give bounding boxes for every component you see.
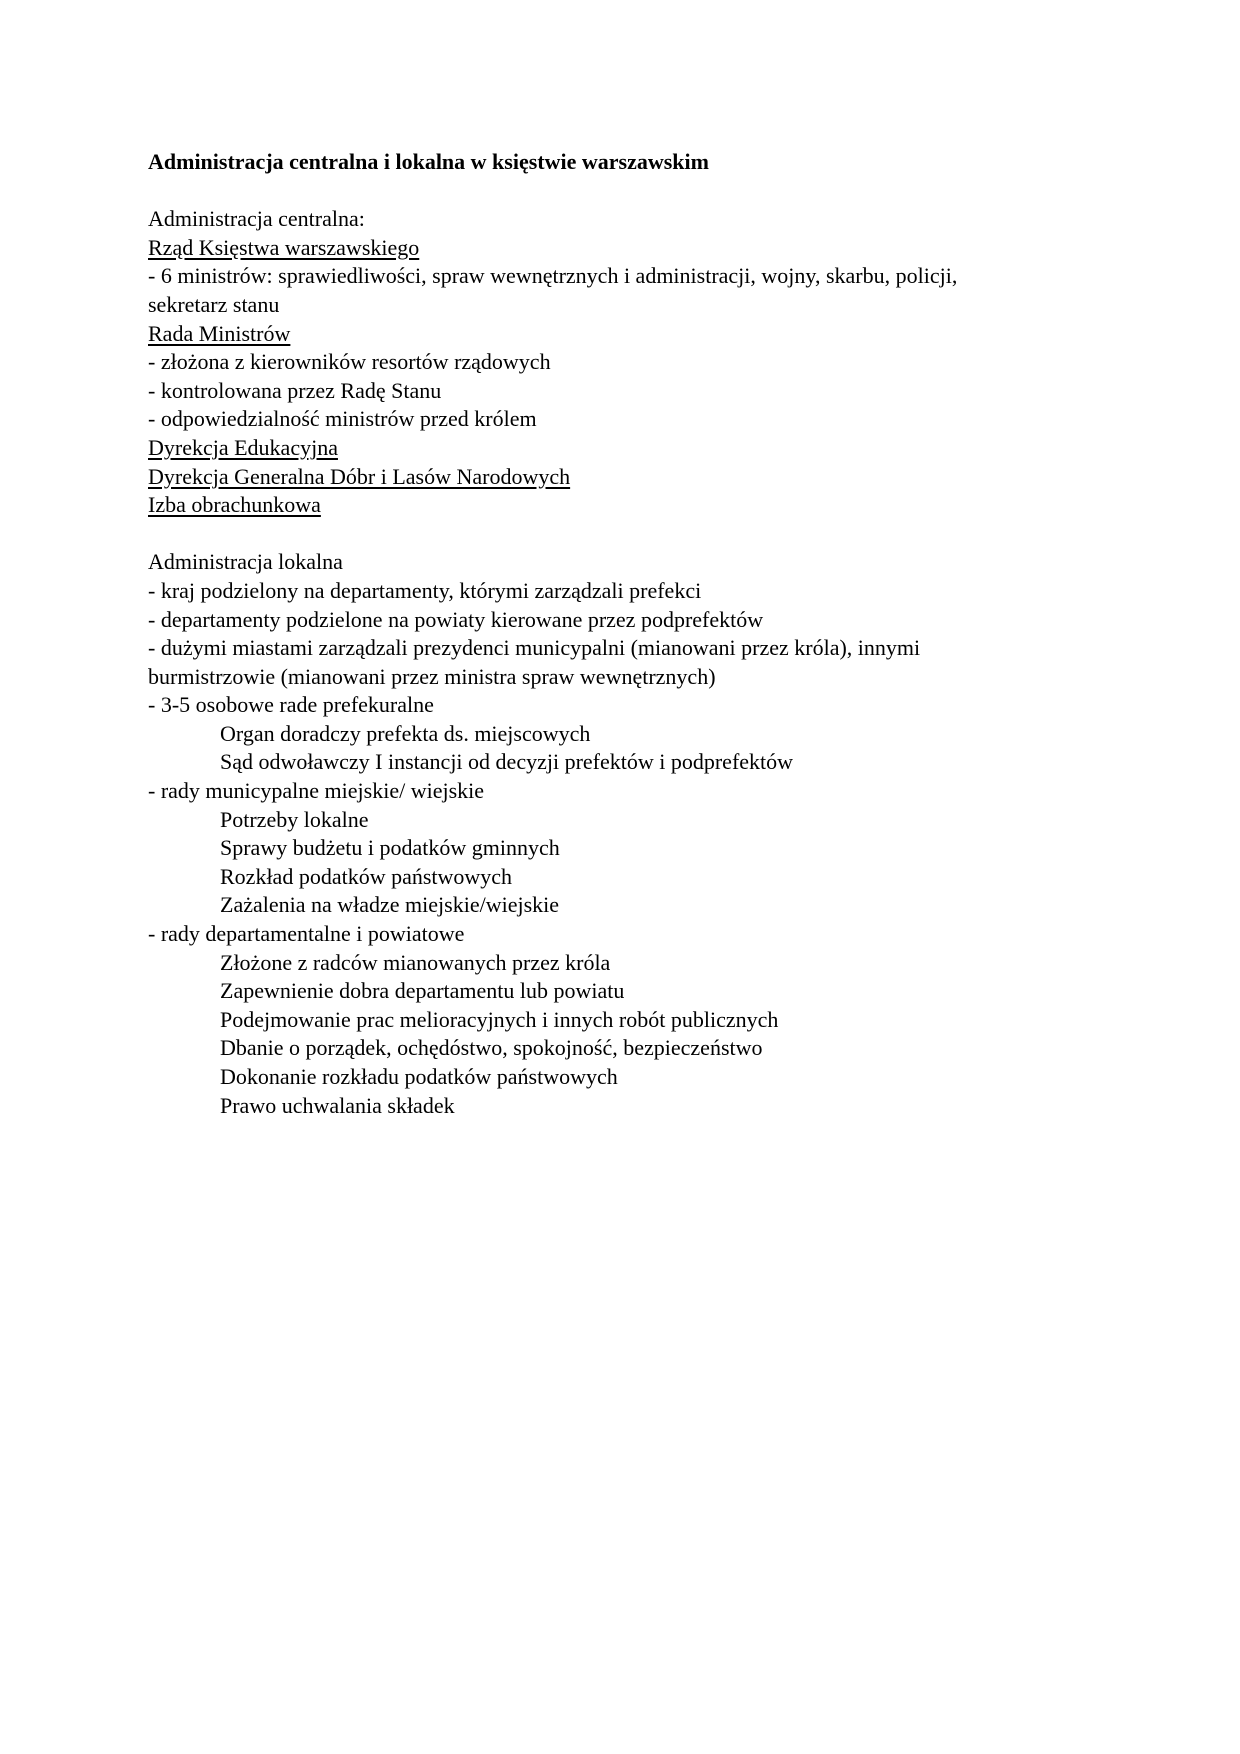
council-item: - odpowiedzialność ministrów przed królem xyxy=(148,406,537,432)
local-point: - kraj podzielony na departamenty, którymi zarządzali prefekci xyxy=(148,577,702,603)
section-heading-local: Administracja lokalna xyxy=(148,549,343,575)
subheading-audit-chamber: Izba obrachunkowa xyxy=(148,492,321,518)
local-point: - dużymi miastami zarządzali prezydenci municypalni (mianowani przez króla), innymi xyxy=(148,635,921,661)
prefectural-councils-heading: - 3-5 osobowe rade prefekuralne xyxy=(148,692,434,718)
spacer xyxy=(148,520,1108,549)
department-councils-heading: - rady departamentalne i powiatowe xyxy=(148,921,465,947)
subheading-council-of-ministers: Rada Ministrów xyxy=(148,320,291,346)
municipal-council-item: Zażalenia na władze miejskie/wiejskie xyxy=(220,892,560,918)
municipal-council-item: Sprawy budżetu i podatków gminnych xyxy=(220,835,560,861)
document-title: Administracja centralna i lokalna w księstwie warszawskim xyxy=(148,149,709,174)
government-secretary-line: sekretarz stanu xyxy=(148,291,280,317)
section-heading-central: Administracja centralna: xyxy=(148,206,365,232)
section-central-administration xyxy=(148,205,1108,520)
spacer xyxy=(148,177,1108,206)
municipal-council-item: Potrzeby lokalne xyxy=(220,806,369,832)
local-point-continuation: burmistrzowie (mianowani przez ministra spraw wewnętrznych) xyxy=(148,663,716,689)
department-council-item: Prawo uchwalania składek xyxy=(220,1092,455,1118)
department-council-item: Dbanie o porządek, ochędóstwo, spokojność, bezpieczeństwo xyxy=(220,1035,763,1061)
subheading-national-estates-directorate: Dyrekcja Generalna Dóbr i Lasów Narodowych xyxy=(148,463,571,489)
local-point: - departamenty podzielone na powiaty kierowane przez podprefektów xyxy=(148,606,764,632)
municipal-councils-heading: - rady municypalne miejskie/ wiejskie xyxy=(148,778,485,804)
council-item: - złożona z kierowników resortów rządowych xyxy=(148,349,551,375)
document-body xyxy=(148,148,1108,1120)
council-item: - kontrolowana przez Radę Stanu xyxy=(148,377,442,403)
subheading-education-directorate: Dyrekcja Edukacyjna xyxy=(148,434,338,460)
municipal-council-item: Rozkład podatków państwowych xyxy=(220,863,513,889)
department-council-item: Złożone z radców mianowanych przez króla xyxy=(220,949,611,975)
department-council-item: Dokonanie rozkładu podatków państwowych xyxy=(220,1064,618,1089)
prefectural-council-item: Organ doradczy prefekta ds. miejscowych xyxy=(220,720,591,746)
government-ministers-line: - 6 ministrów: sprawiedliwości, spraw wewnętrznych i administracji, wojny, skarbu, policji, xyxy=(148,263,958,289)
prefectural-council-item: Sąd odwoławczy I instancji od decyzji prefektów i podprefektów xyxy=(220,749,794,775)
subheading-government: Rząd Księstwa warszawskiego xyxy=(148,234,420,260)
section-local-administration xyxy=(148,548,1108,1120)
department-council-item: Zapewnienie dobra departamentu lub powiatu xyxy=(220,978,625,1004)
department-council-item: Podejmowanie prac melioracyjnych i innych robót publicznych xyxy=(220,1006,779,1032)
